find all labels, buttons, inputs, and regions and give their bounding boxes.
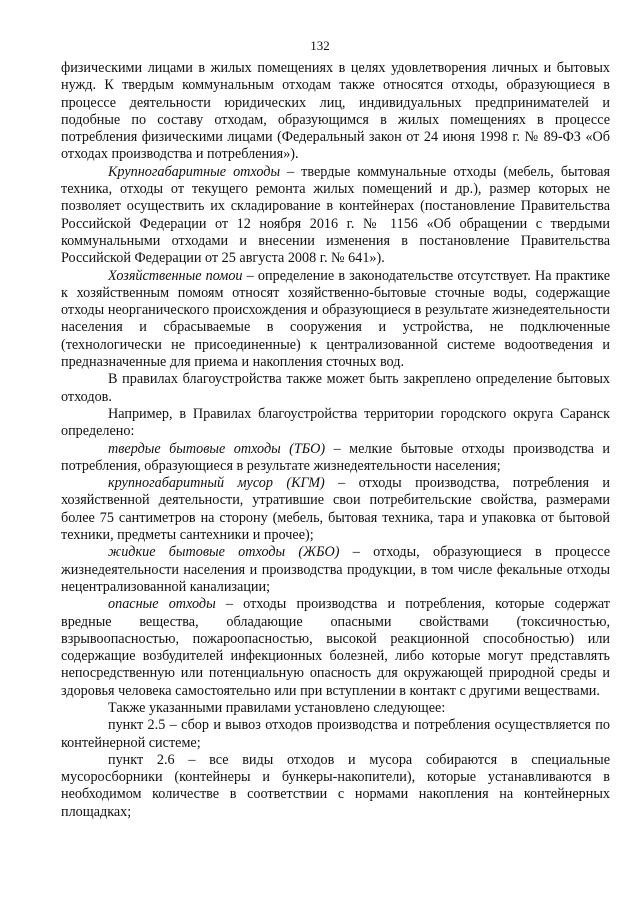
definition-solid-waste — [61, 441, 610, 476]
paragraph-text: пункт 2.6 – все виды отходов и мусора собираются в специальные мусоросборники (контейнеры и бункеры-накопители), которые устанавливаются в необходимом количестве в соответствии с нормами накопления на контейнерных площадках; — [61, 751, 610, 820]
paragraph-text: Также указанными правилами установлено следующее: — [108, 699, 446, 716]
definition-liquid-waste — [61, 544, 610, 596]
paragraph-bulky-waste — [61, 164, 610, 268]
paragraph-improvement-rules — [61, 371, 610, 406]
paragraph-text: – отходы производства, потребления и хозяйственной деятельности, утратившие свои потребительские свойства, размерами более 75 сантиметров на сторону (мебель, бытовая техника, тара и упаковка от бытовой техники, предметы сантехники и прочее); — [61, 475, 610, 544]
paragraph-text: пункт 2.5 – сбор и вывоз отходов производства и потребления осуществляется по контейнерной системе; — [61, 717, 610, 751]
definition-bulky-garbage — [61, 475, 610, 544]
page-number: 132 — [310, 38, 330, 53]
paragraph-text: – твердые коммунальные отходы (мебель, бытовая техника, отходы от текущего ремонта жилых помещений и др.), размер которых не позволяет осуществить их складирование в контейнерах (постановление Правительства Российской Федерации от 12 ноября 2016 г. № 1156 «Об обращении с твердыми коммунальными отходами и внесении изменения в постановление Правительства Российской Федерации от 25 августа 2008 г. № 641»). — [61, 163, 611, 267]
paragraph-saransk-example — [61, 406, 610, 441]
defined-term: Хозяйственные помои — [108, 267, 243, 284]
body-text — [61, 60, 610, 821]
defined-term: твердые бытовые отходы (ТБО) — [108, 440, 326, 457]
rule-item-2-5 — [61, 717, 610, 752]
defined-term: опасные отходы — [108, 596, 216, 613]
paragraph-continuation — [61, 60, 610, 164]
paragraph-rules-intro — [61, 700, 610, 717]
defined-term: крупногабаритный мусор (КГМ) — [108, 475, 325, 492]
paragraph-text: Например, в Правилах благоустройства территории городского округа Саранск определено: — [61, 405, 610, 440]
defined-term: Крупногабаритные отходы — [108, 163, 281, 180]
rule-item-2-6 — [61, 752, 610, 821]
paragraph-text: – отходы производства и потребления, которые содержат вредные вещества, обладающие опасными свойствами (токсичностью, взрывоопасностью, пожароопасностью, высокой реакционной способностью) или содержащие возбудителей инфекционных болезней, либо которые могут представлять непосредственную или потенциальную опасность для окружающей природной среды и здоровья человека самостоятельно или при вступлении в контакт с другими веществами. — [61, 596, 611, 699]
paragraph-text: В правилах благоустройства также может быть закреплено определение бытовых отходов. — [61, 371, 610, 405]
paragraph-text: – определение в законодательстве отсутствует. На практике к хозяйственным помоям относят хозяйственно-бытовые сточные воды, содержащие отходы неорганического происхождения и образующиеся в результате жизнедеятельности населения и сбрасываемые в сооружения и устройства, не подключенные (технологически не присоединенные) к централизованной системе водоотведения и предназначенные для приема и накопления сточных вод. — [61, 267, 610, 371]
paragraph-text: – мелкие бытовые отходы производства и потребления, образующиеся в результате жизнедеятельности населения; — [61, 440, 610, 474]
paragraph-text: физическими лицами в жилых помещениях в целях удовлетворения личных и бытовых нужд. К твердым коммунальным отходам также относятся отходы, образующиеся в процессе деятельности юридических лиц, индивидуальных предпринимателей и подобные по составу отходам, образующимся в жилых помещениях в процессе потребления физическими лицами (Федеральный закон от 24 июня 1998 г. № 89-ФЗ «Об отходах производства и потребления»). — [61, 60, 610, 163]
paragraph-household-slops — [61, 268, 610, 372]
definition-hazardous-waste — [61, 596, 610, 700]
paragraph-text: – отходы, образующиеся в процессе жизнедеятельности населения и производства продукции, в том числе фекальные отходы нецентрализованной канализации; — [61, 544, 610, 595]
defined-term: жидкие бытовые отходы (ЖБО) — [108, 544, 340, 561]
